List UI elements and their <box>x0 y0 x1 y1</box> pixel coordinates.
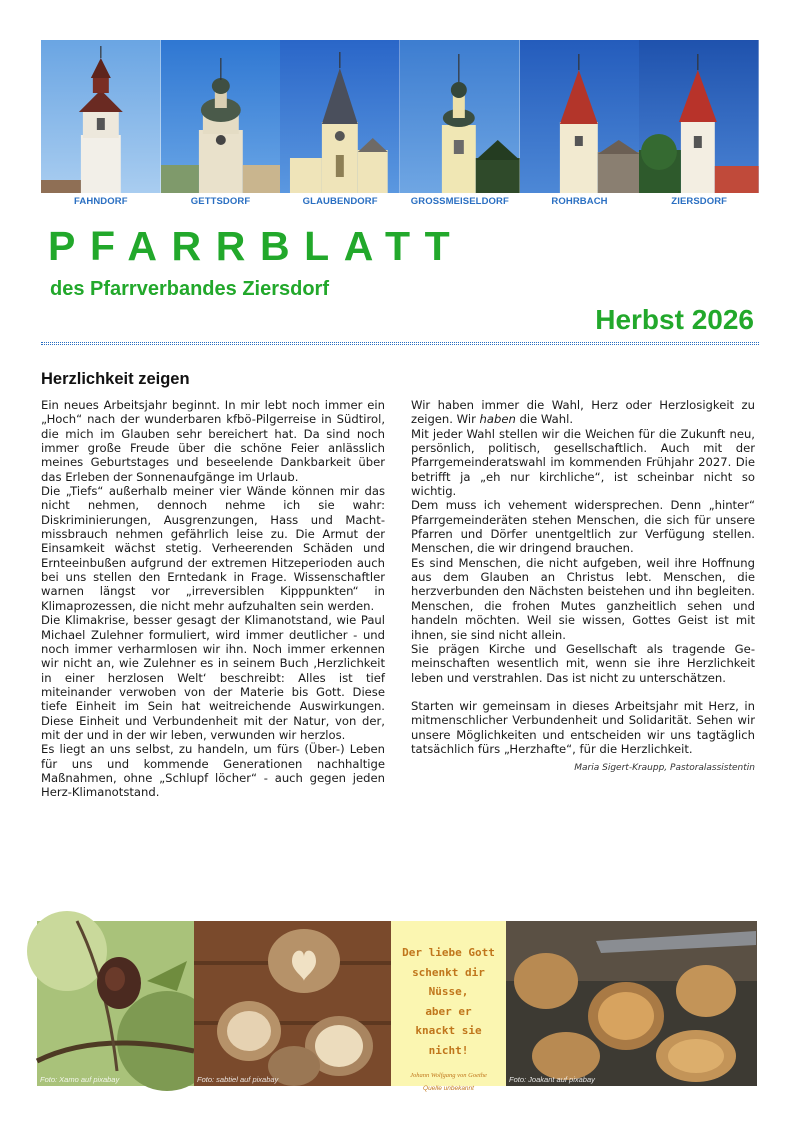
church-photo-fahndorf <box>41 40 161 193</box>
quote-author: Johann Wolfgang von Goethe <box>410 1072 487 1079</box>
newsletter-subtitle: des Pfarrverbandes Ziersdorf <box>50 278 329 300</box>
text-run: Wir haben immer die Wahl, Herz oder Herzlosigkeit zu zeigen. Wir <box>411 398 755 427</box>
church-photo-gettsdorf <box>161 40 281 193</box>
issue-season: Herbst 2026 <box>595 304 754 335</box>
walnuts-nutcracker-photo <box>506 921 757 1086</box>
article-paragraph: Dem muss ich vehement widersprechen. Denn „hinter“ Pfarrgemeinderäten stehen Menschen, die sich für unsere Pfarren und Dörfer unentgeltlich zur Verfügung stellen. Menschen, die wir dringend brauchen. <box>411 498 755 556</box>
church-photo-grossmeiseldorf <box>400 40 520 193</box>
masthead-divider <box>41 342 759 345</box>
newsletter-title: PFARRBLATT <box>48 223 465 269</box>
text-run: die Wahl. <box>515 412 574 427</box>
article-headline: Herzlichkeit zeigen <box>41 370 190 388</box>
church-label-ziersdorf: ZIERSDORF <box>671 196 728 207</box>
bottom-photo-strip <box>37 921 757 1092</box>
quote-line: nicht! <box>428 1043 469 1057</box>
article-column-right <box>411 398 755 774</box>
quote-line: schenkt dir <box>412 965 485 979</box>
article-paragraph: Mit jeder Wahl stellen wir die Weichen für die Zukunft neu, persönlich, politisch, gesellschaftlich. Auch mit der Pfarrgemeinderatswahl im kommenden Frühjahr 2027. Die betrifft ja „eh nur kirchliche“, ist scheinbar nicht so wichtig. <box>411 426 755 499</box>
church-photo-strip <box>41 40 759 193</box>
cracked-walnuts-photo <box>194 921 391 1086</box>
article-paragraph: Es sind Menschen, die nicht aufgeben, weil ihre Hoffnung aus dem Glauben an Christus lebt. Menschen, die herzverbunden den Nächsten beistehen und ihn begleiten. Menschen, die frohen Mutes ganzheitlich sehen und handeln möchten. Weil sie wissen, Gottes Geist ist mit ihnen, sie sind nicht allein. <box>411 555 755 642</box>
church-label-glaubendorf: GLAUBENDORF <box>302 196 378 207</box>
emphasis-text: haben <box>479 412 516 427</box>
church-label-gettsdorf: GETTSDORF <box>190 196 251 207</box>
quote-source: Quelle unbekannt <box>423 1085 474 1092</box>
photo-credit: Foto: Xamo auf pixabay <box>40 1075 120 1084</box>
article-paragraph: Ein neues Arbeitsjahr beginnt. In mir lebt noch immer ein „Hoch“ nach der wunderbaren kfbö-Pilgerreise in Südtirol, die mich im Glauben sehr bereichert hat. Da sind noch immer große Freude über die schöne Feier anlässlich meines Geburtstages und beseelende Dankbarkeit über das Erleben der Sonnenaufgänge im Urlaub. <box>41 398 385 484</box>
article-paragraph: Die „Tiefs“ außerhalb meiner vier Wände können mir das nicht nehmen, dennoch nehme ich sie wahr: Diskriminierungen, Ausgrenzungen, Hass und Machtmissbrauch nehmen gefährlich leise zu. Die Armut der Einsamkeit wächst stetig. Verheerenden Schäden und Ernteeinbußen aufgrund der extremen Hitzeperioden auch bei uns stellen den Erntedank in Frage. Wissenschaftler warnen längst vor „irreversiblen Kipppunkten“ in Klimaprozessen, die nicht mehr aufzuhalten sein werden. <box>41 484 385 613</box>
church-photo-rohrbach <box>520 40 640 193</box>
article-paragraph: Sie prägen Kirche und Gesellschaft als tragende Gemeinschaften wesentlich mit, wenn sie ihre Herzlichkeit leben und verstrahlen. Das ist nicht zu unterschätzen. <box>411 641 755 685</box>
church-label-rohrbach: ROHRBACH <box>551 196 608 207</box>
goethe-quote-box <box>391 921 506 1092</box>
paragraph-gap <box>411 685 755 699</box>
church-label-grossmeiseldorf: GROSSMEISELDORF <box>410 196 509 207</box>
church-photo-ziersdorf <box>639 40 759 193</box>
quote-line: Der liebe Gott <box>402 946 495 959</box>
church-labels <box>41 196 759 207</box>
quote-line: knackt sie <box>415 1024 482 1037</box>
church-photo-glaubendorf <box>280 40 400 193</box>
walnut-branch-photo <box>37 921 194 1086</box>
quote-line: aber er <box>425 1004 472 1018</box>
author-signature: Maria Sigert-Kraupp, Pastoralassistentin <box>574 763 755 774</box>
church-label-fahndorf: FAHNDORF <box>74 196 128 207</box>
article-paragraph <box>411 398 755 427</box>
photo-credit: Foto: Joakant auf pixabay <box>509 1075 595 1084</box>
article-column-left <box>41 398 385 800</box>
photo-credit: Foto: sabtiel auf pixabay <box>197 1075 279 1084</box>
article-paragraph: Es liegt an uns selbst, zu handeln, um fürs (Über-) Leben für uns und kommende Generationen nachhaltige Maßnahmen, ohne „Schlupf löcher“ - auch gegen jeden Herz-Klimanotstand. <box>41 742 385 800</box>
article-paragraph: Starten wir gemeinsam in dieses Arbeitsjahr mit Herz, in mitmenschlicher Verbundenheit und Solidarität. Sehen wir unsere Möglichkeiten und entscheiden wir uns tagtäglich tatsächlich fürs „Herzhafte“, für die Herzlichkeit. <box>411 698 755 756</box>
article-paragraph: Die Klimakrise, besser gesagt der Klimanotstand, wie Paul Michael Zulehner formuliert, wird immer deutlicher - und noch immer verharmlosen wir ihn. Noch immer erkennen wir nicht an, wie Zulehner es in seinem Buch ‚Herzlichkeit in einer herzlosen Welt‘ beschreibt: Alles ist tief miteinander verwoben von der Materie bis Gott. Diese tiefe Einheit im Sein hat weitreichende Auswirkungen. Diese Einheit und Verbundenheit mit der Natur, von der, mit der und in der wir leben, verwunden wir herzlos. <box>41 613 385 742</box>
quote-line: Nüsse, <box>428 985 469 998</box>
